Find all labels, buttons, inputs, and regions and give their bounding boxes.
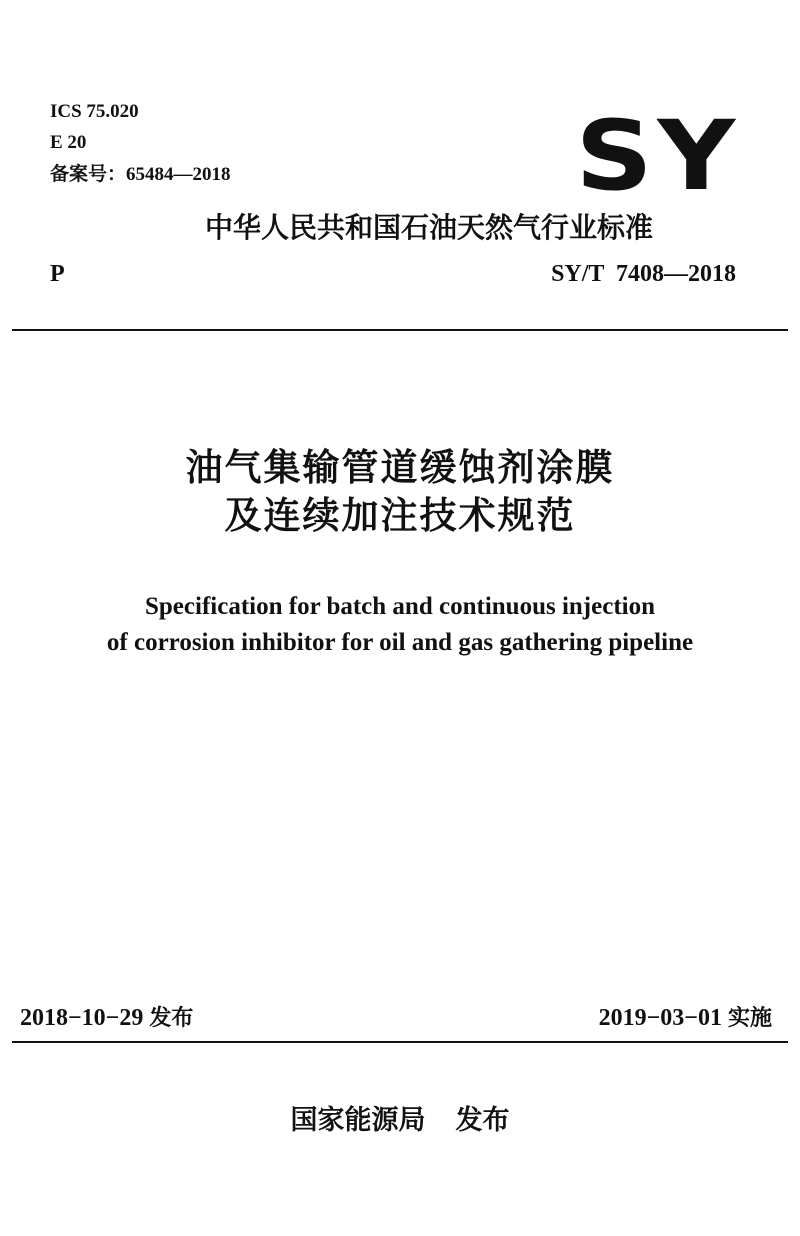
ccs-code: E 20 [50, 132, 87, 153]
publisher-action: 发布 [455, 1105, 510, 1136]
title-cn-line1: 油气集输管道缓蚀剂涂膜 [185, 446, 615, 489]
top-divider [12, 329, 788, 331]
standard-number: SY/T 7408—2018 [551, 261, 736, 287]
implement-label: 实施 [727, 1006, 772, 1031]
issue-date-block [20, 1006, 193, 1030]
publisher-name: 国家能源局 [290, 1105, 426, 1136]
publisher-line [0, 1107, 800, 1134]
title-en-line1: Specification for batch and continuous injection [145, 593, 655, 620]
implement-date: 2019−03−01 [598, 1005, 722, 1031]
ics-code: ICS 75.020 [50, 101, 139, 122]
industry-standard-title: 中华人民共和国石油天然气行业标准 [205, 211, 654, 244]
record-number: 备案号：65484—2018 [50, 164, 231, 185]
title-cn-line2: 及连续加注技术规范 [224, 494, 576, 537]
classification-code: P [50, 261, 65, 287]
implement-date-block [599, 1006, 772, 1030]
title-en-line2: of corrosion inhibitor for oil and gas gathering pipeline [106, 629, 694, 656]
sy-logo: SY [575, 100, 740, 212]
bottom-divider [12, 1041, 788, 1043]
issue-label: 发布 [149, 1006, 194, 1031]
issue-date: 2018−10−29 [20, 1005, 144, 1031]
